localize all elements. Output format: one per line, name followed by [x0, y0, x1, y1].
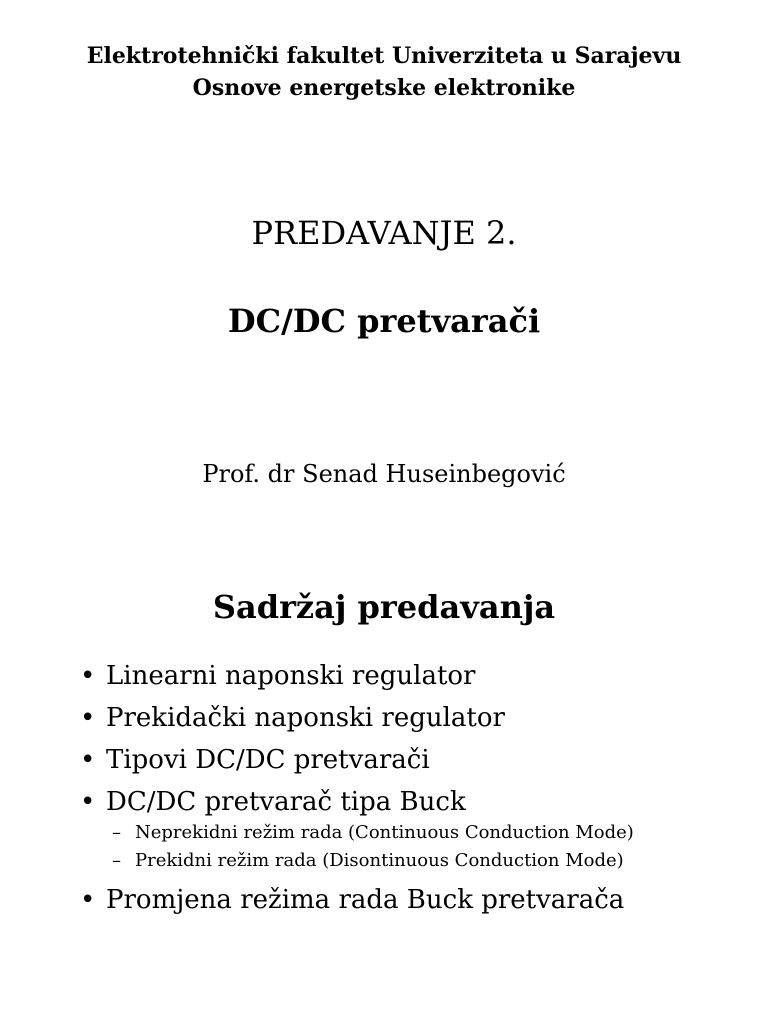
contents-item-label: DC/DC pretvarač tipa Buck	[106, 787, 466, 817]
contents-item	[0, 655, 768, 697]
bullet-icon: •	[80, 703, 96, 733]
contents-item	[0, 739, 768, 781]
bullet-icon: •	[80, 885, 96, 915]
contents-item-label: Tipovi DC/DC pretvarači	[106, 745, 430, 775]
contents-item-label: Prekidački naponski regulator	[106, 703, 505, 733]
contents-sublist-container	[0, 819, 768, 875]
contents-item-label: Promjena režima rada Buck pretvarača	[106, 885, 625, 915]
lecture-title: DC/DC pretvarači	[227, 302, 541, 340]
contents-subitem	[0, 819, 768, 847]
contents-subitem	[0, 847, 768, 875]
institution-name: Elektrotehnički fakultet Univerziteta u Sarajevu	[86, 43, 682, 69]
dash-icon: –	[112, 850, 121, 871]
contents-subitem-label: Neprekidni režim rada (Continuous Conduction Mode)	[135, 822, 634, 843]
author-name: Prof. dr Senad Huseinbegović	[202, 460, 566, 488]
contents-item-label: Linearni naponski regulator	[106, 661, 476, 691]
bullet-icon: •	[80, 745, 96, 775]
contents-item	[0, 697, 768, 739]
contents-sublist	[0, 819, 768, 875]
contents-item	[0, 781, 768, 823]
lecture-number: PREDAVANJE 2.	[251, 214, 517, 252]
bullet-icon: •	[80, 661, 96, 691]
contents-item	[0, 879, 768, 921]
contents-subitem-label: Prekidni režim rada (Disontinuous Conduction Mode)	[135, 850, 624, 871]
contents-list	[0, 655, 768, 921]
dash-icon: –	[112, 822, 121, 843]
contents-heading: Sadržaj predavanja	[212, 588, 556, 626]
course-name: Osnove energetske elektronike	[192, 75, 576, 101]
bullet-icon: •	[80, 787, 96, 817]
